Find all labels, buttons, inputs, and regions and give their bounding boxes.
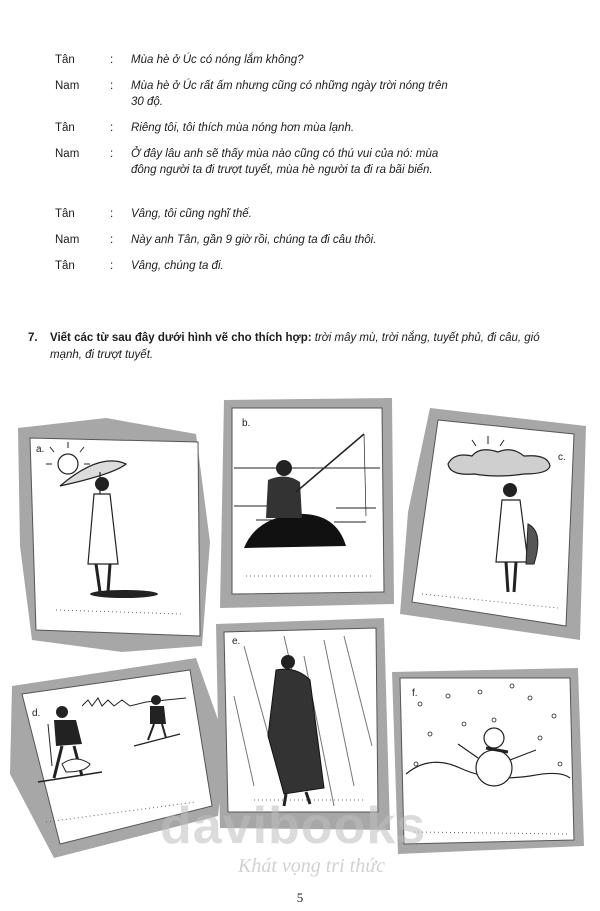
exercise-instruction: Viết các từ sau đây dưới hình vẽ cho thích hợp:	[50, 332, 312, 344]
dialogue-line	[0, 206, 600, 222]
exercise-body	[50, 330, 570, 364]
line-text: Này anh Tân, gần 9 giờ rồi, chúng ta đi câu thôi.	[131, 234, 377, 246]
colon: :	[110, 148, 114, 160]
line-text: Vâng, chúng ta đi.	[131, 260, 224, 272]
colon: :	[110, 54, 114, 66]
speaker: Tân	[55, 208, 75, 220]
dialogue-line	[0, 146, 600, 196]
colon: :	[110, 260, 114, 272]
watermark-tagline: Khát vọng tri thức	[238, 855, 386, 877]
speaker: Tân	[55, 54, 75, 66]
card-letter: b.	[242, 418, 251, 429]
card-c-illustration	[398, 404, 590, 644]
dialogue-line	[0, 52, 600, 68]
exercise-number: 7.	[28, 332, 38, 344]
speaker: Nam	[55, 234, 80, 246]
card-letter: e.	[232, 636, 241, 647]
exercise-words: trời mây mù, trời nắng, tuyết phủ, đi câu, gió mạnh, đi trượt tuyết.	[50, 332, 540, 361]
dialogue-line	[0, 120, 600, 136]
card-letter: d.	[32, 708, 41, 719]
page-number: 5	[296, 890, 304, 905]
picture-card-b	[216, 396, 396, 610]
line-text: Riêng tôi, tôi thích mùa nóng hơn mùa lạnh.	[131, 122, 355, 134]
colon: :	[110, 208, 114, 220]
speaker: Tân	[55, 122, 75, 134]
picture-card-c	[398, 404, 590, 644]
line-text: Mùa hè ở Úc có nóng lắm không?	[131, 54, 304, 66]
card-letter: f.	[412, 688, 418, 699]
dialogue-line	[0, 258, 600, 274]
line-text: Ở đây lâu anh sẽ thấy mùa nào cũng có thú vui của nó: mùa đông người ta đi trượt tuyết, mùa hè người ta đi ra bãi biển.	[131, 148, 439, 176]
card-letter: a.	[36, 444, 45, 455]
speaker: Tân	[55, 260, 75, 272]
dialogue-line	[0, 78, 600, 112]
speaker: Nam	[55, 148, 80, 160]
dialogue-line	[0, 232, 600, 248]
watermark-logo: davibooks	[160, 797, 427, 855]
card-letter: c.	[558, 452, 566, 463]
colon: :	[110, 122, 114, 134]
colon: :	[110, 80, 114, 92]
speaker: Nam	[55, 80, 80, 92]
picture-card-a	[14, 414, 214, 654]
line-text: Vâng, tôi cũng nghĩ thế.	[131, 208, 252, 220]
colon: :	[110, 234, 114, 246]
line-text: Mùa hè ở Úc rất ấm nhưng cũng có những ngày trời nóng trên 30 độ.	[131, 80, 448, 108]
